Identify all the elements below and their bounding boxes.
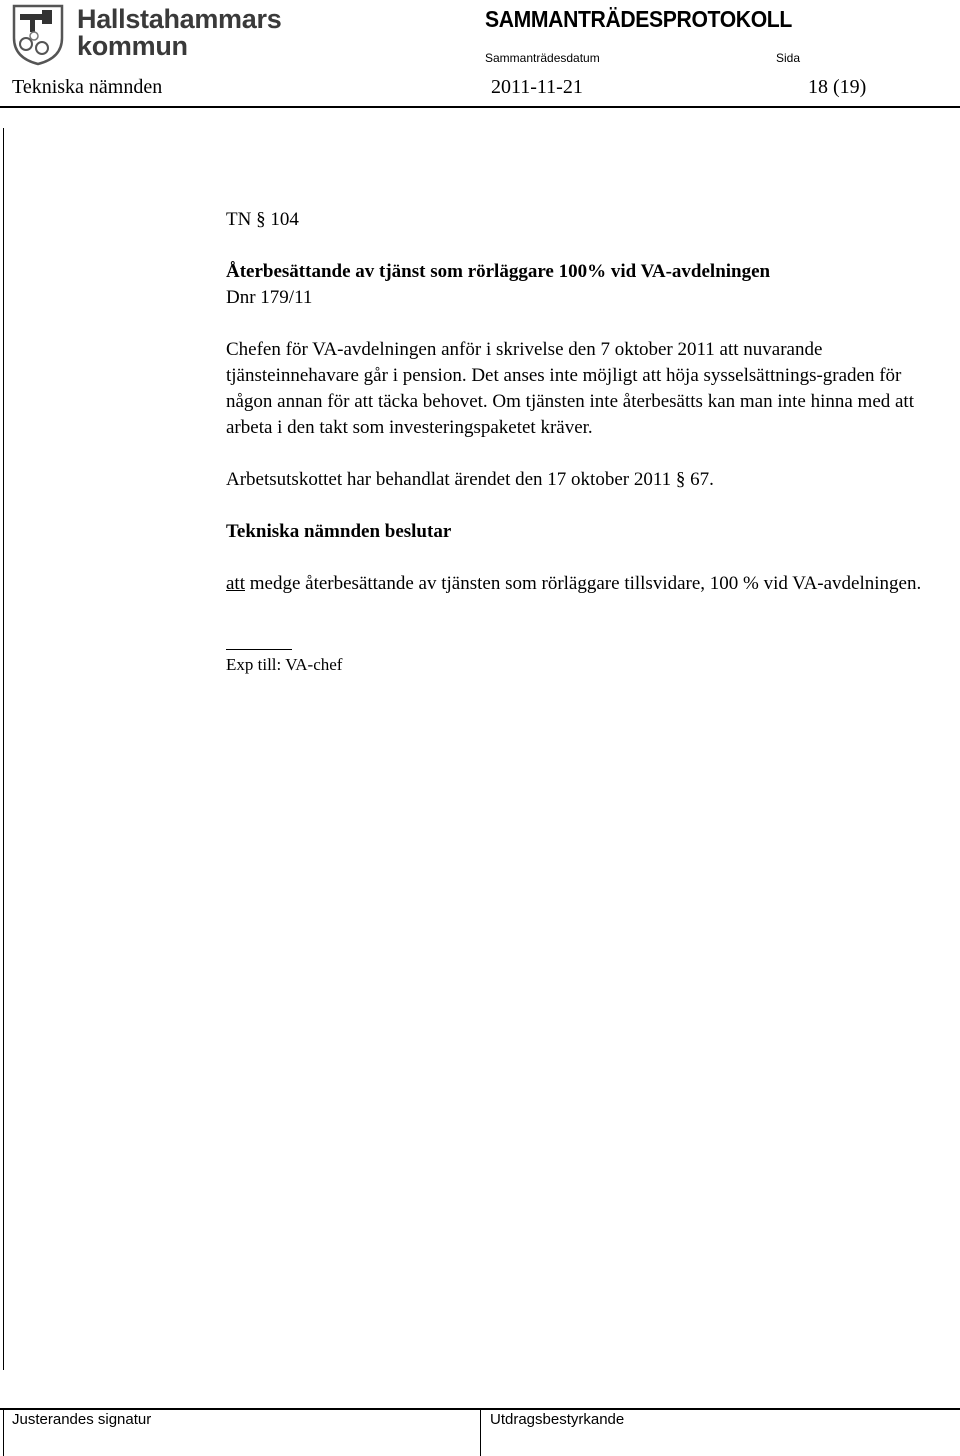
registration-number: Dnr 179/11 [226,287,313,308]
logo-line-1: Hallstahammars [77,4,282,34]
left-margin-rule [3,128,4,1370]
department-name: Tekniska nämnden [12,76,163,98]
distribution-list: Exp till: VA-chef [226,655,343,674]
page-label: Sida [776,51,801,65]
meeting-date-label: Sammanträdesdatum [485,51,600,65]
decision-text: medge återbesättande av tjänsten som rörläggare tillsvidare, 100 % vid VA-avdelningen. [245,573,922,594]
background-paragraph: Chefen för VA-avdelningen anför i skrivelse den 7 oktober 2011 att nuvarande tjänsteinnehavare går i pension. Det anses inte möjligt att höja sysselsättnings-graden för någon annan för att täcka behovet. Om tjänsten inte återbesätts kan man inte hinna med att arbeta i den takt som investeringspaketet kräver. [226,339,914,438]
signature-label: Justerandes signatur [12,1411,152,1428]
page-number: 18 (19) [808,76,867,98]
distribution-rule [226,649,292,650]
footer-left-rule [3,1408,4,1456]
minutes-content [226,207,938,676]
document-type-heading: SAMMANTRÄDESPROTOKOLL [485,6,792,32]
decision-att-word: att [226,573,245,594]
item-title: Återbesättande av tjänst som rörläggare 100% vid VA-avdelningen [226,261,771,282]
committee-paragraph: Arbetsutskottet har behandlat ärendet den 17 oktober 2011 § 67. [226,469,714,490]
municipality-logo-text [77,6,281,60]
certification-label: Utdragsbestyrkande [490,1411,625,1428]
header-divider [0,106,960,108]
logo-line-2: kommun [77,31,188,61]
footer-middle-rule [480,1408,481,1456]
case-number: TN § 104 [226,209,299,230]
decision-heading: Tekniska nämnden beslutar [226,521,452,542]
meeting-date: 2011-11-21 [491,76,583,98]
municipal-crest-logo [12,4,64,66]
decision-paragraph [226,571,938,597]
